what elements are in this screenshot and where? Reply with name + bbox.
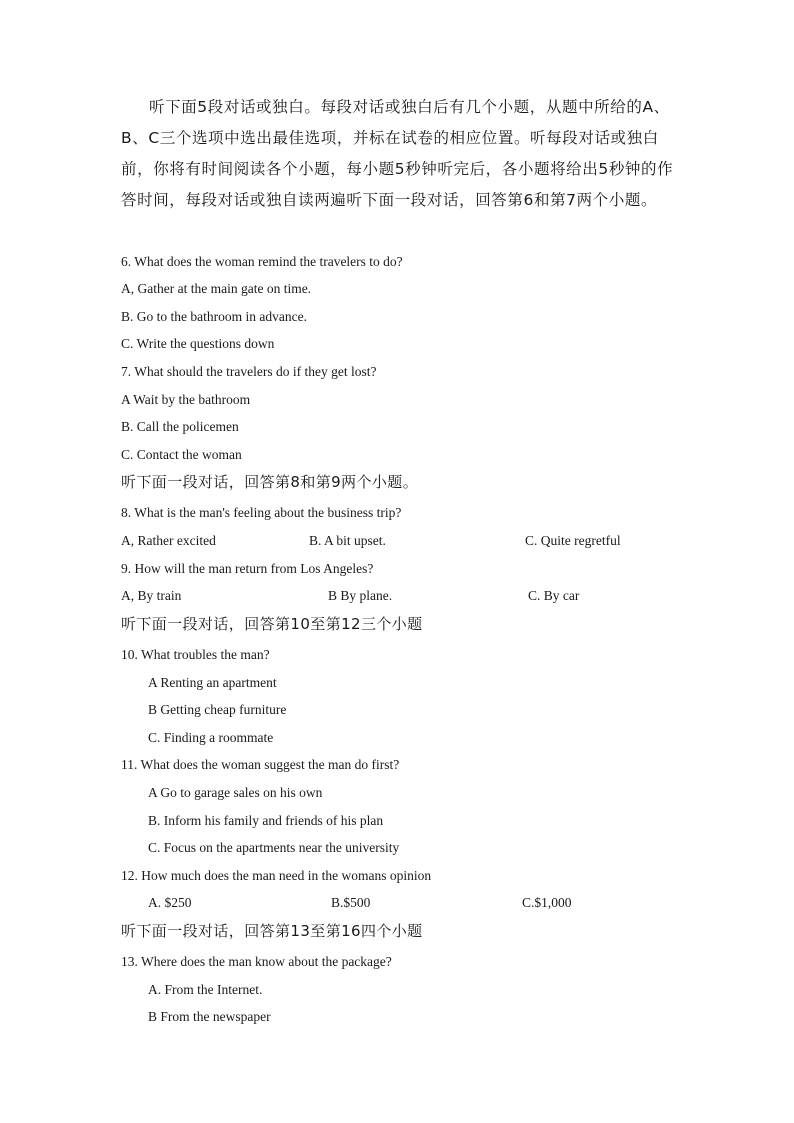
q11-option-a: A Go to garage sales on his own — [148, 785, 323, 800]
q12-option-a: A. $250 — [148, 895, 192, 910]
q10-option-b: B Getting cheap furniture — [148, 702, 287, 717]
question-7: 7. What should the travelers do if they get lost? — [121, 364, 377, 379]
q9-option-a: A, By train — [121, 588, 182, 603]
q10-option-a: A Renting an apartment — [148, 675, 277, 690]
q11-option-c: C. Focus on the apartments near the university — [148, 840, 400, 855]
q8-option-c: C. Quite regretful — [525, 533, 621, 548]
q12-option-c: C.$1,000 — [522, 895, 572, 910]
q10-option-c: C. Finding a roommate — [148, 730, 274, 745]
q8-option-a: A, Rather excited — [121, 533, 216, 548]
q11-option-b: B. Inform his family and friends of his plan — [148, 813, 384, 828]
q9-option-b: B By plane. — [328, 588, 393, 603]
question-6: 6. What does the woman remind the travelers to do? — [121, 254, 403, 269]
q7-option-a: A Wait by the bathroom — [121, 392, 251, 407]
question-11: 11. What does the woman suggest the man do first? — [121, 757, 400, 772]
question-10: 10. What troubles the man? — [121, 647, 270, 662]
question-9: 9. How will the man return from Los Angeles? — [121, 561, 374, 576]
section-3-heading: 听下面一段对话，回答第10至第12三个小题 — [121, 615, 423, 633]
q6-option-c: C. Write the questions down — [121, 336, 275, 351]
q12-option-b: B.$500 — [331, 895, 371, 910]
listening-instructions: 听下面5段对话或独白。每段对话或独白后有几个小题，从题中所给的A、B、C三个选项中选出最佳选项，并标在试卷的相应位置。听每段对话或独白前，你将有时间阅读各个小题，每小题5秒钟听完后，各小题将给出5秒钟的作答时间，每段对话或独自读两遍听下面一段对话，回答第6和第7两个小题。 — [121, 98, 674, 209]
q13-option-a: A. From the Internet. — [148, 982, 263, 997]
q7-option-c: C. Contact the woman — [121, 447, 242, 462]
q6-option-a: A, Gather at the main gate on time. — [121, 281, 312, 296]
q13-option-b: B From the newspaper — [148, 1009, 271, 1024]
section-2-heading: 听下面一段对话，回答第8和第9两个小题。 — [121, 473, 419, 491]
question-13: 13. Where does the man know about the package? — [121, 954, 392, 969]
question-12: 12. How much does the man need in the womans opinion — [121, 868, 432, 883]
q6-option-b: B. Go to the bathroom in advance. — [121, 309, 307, 324]
question-8: 8. What is the man's feeling about the business trip? — [121, 505, 402, 520]
section-4-heading: 听下面一段对话，回答第13至第16四个小题 — [121, 922, 423, 940]
q8-option-b: B. A bit upset. — [309, 533, 386, 548]
q7-option-b: B. Call the policemen — [121, 419, 239, 434]
q9-option-c: C. By car — [528, 588, 580, 603]
